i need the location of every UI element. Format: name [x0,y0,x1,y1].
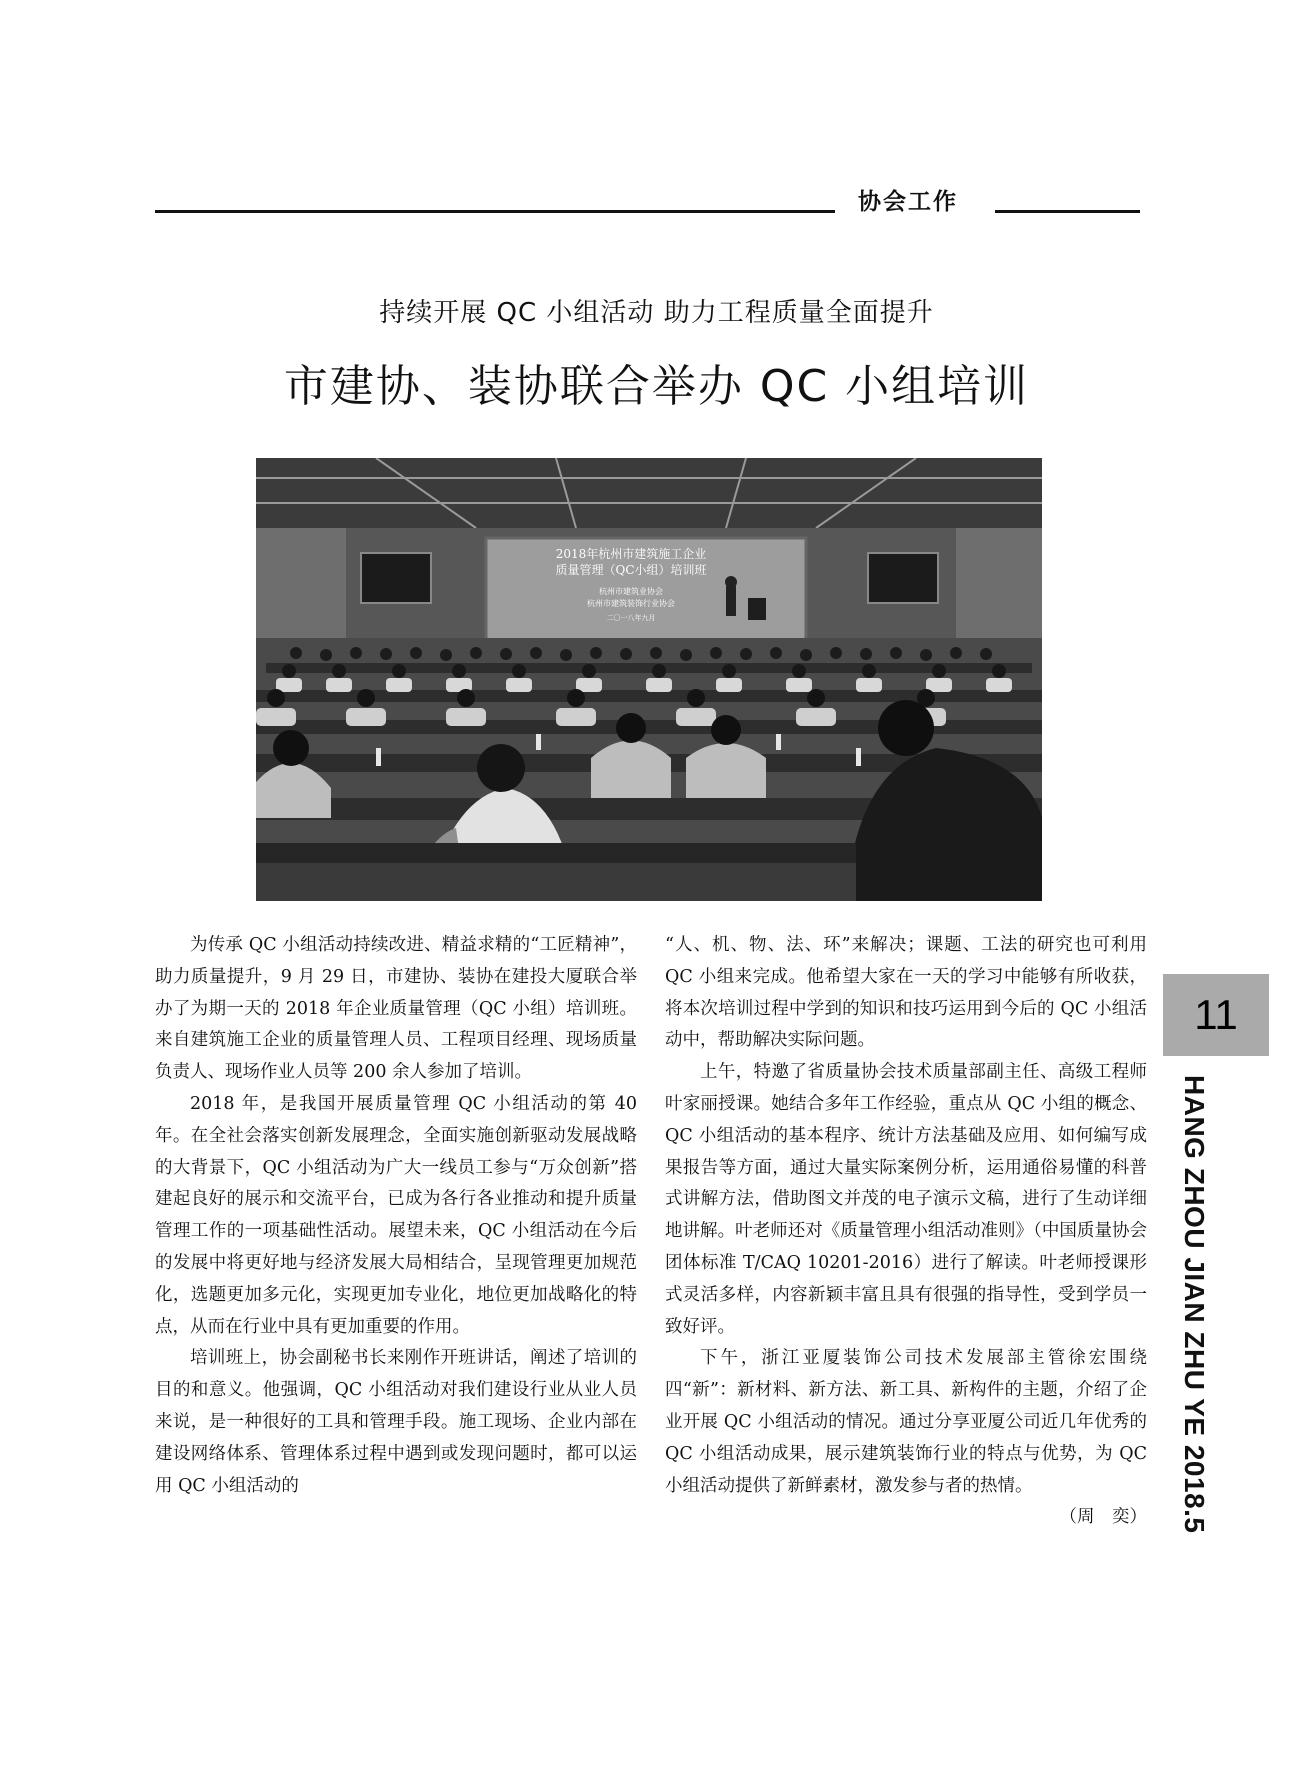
screen-line-1: 2018年杭州市建筑施工企业 [555,547,707,561]
article-column-right [665,930,1147,1534]
journal-issue: HANG ZHOU JIAN ZHU YE 2018.5 [1179,1075,1210,1534]
article-paragraph: “人、机、物、法、环”来解决；课题、工法的研究也可利用 QC 小组来完成。他希望大家在一天的学习中能够有所收获，将本次培训过程中学到的知识和技巧运用到今后的 QC 小组活动中，帮助解决实际问题。 [665,935,1147,1051]
screen-line-5: 二〇一八年九月 [606,614,656,622]
screen-line-2: 质量管理（QC小组）培训班 [555,563,707,577]
article-title: 市建协、装协联合举办 QC 小组培训 [283,361,1030,412]
article-paragraph: 下午，浙江亚厦装饰公司技术发展部主管徐宏围绕四“新”：新材料、新方法、新工具、新构件的主题，介绍了企业开展 QC 小组活动的情况。通过分享亚厦公司近几年优秀的 QC 小组活动成果，展示建筑装饰行业的特点与优势，为 QC 小组活动提供了新鲜素材，激发参与者的热情。 [665,1348,1147,1496]
article-author: （周 奕） [1059,1507,1147,1528]
screen-line-3: 杭州市建筑业协会 [599,587,663,596]
article-paragraph: 为传承 QC 小组活动持续改进、精益求精的“工匠精神”，助力质量提升，9 月 29 日，市建协、装协在建投大厦联合举办了为期一天的 2018 年企业质量管理（QC 小组）培训班。来自建筑施工企业的质量管理人员、工程项目经理、现场质量负责人、现场作业人员等 200 余人参加了培训。 [155,935,637,1083]
article-column-left [155,930,637,1502]
training-photo [256,458,1042,901]
page-number: 11 [1163,974,1269,1056]
article-paragraph: 2018 年，是我国开展质量管理 QC 小组活动的第 40 年。在全社会落实创新发展理念，全面实施创新驱动发展战略的大背景下，QC 小组活动为广大一线员工参与“万众创新”搭建起良好的展示和交流平台，已成为各行各业推动和提升质量管理工作的一项基础性活动。展望未来，QC 小组活动在今后的发展中将更好地与经济发展大局相结合，呈现管理更加规范化，选题更加多元化，实现更加专业化，地位更加战略化的特点，从而在行业中具有更加重要的作用。 [155,1093,637,1337]
article-subtitle: 持续开展 QC 小组活动 助力工程质量全面提升 [379,298,934,328]
article-paragraph: 培训班上，协会副秘书长来刚作开班讲话，阐述了培训的目的和意义。他强调，QC 小组活动对我们建设行业从业人员来说，是一种很好的工具和管理手段。施工现场、企业内部在建设网络体系、管理体系过程中遇到或发现问题时，都可以运用 QC 小组活动的 [155,1348,637,1496]
screen-line-4: 杭州市建筑装饰行业协会 [587,599,675,608]
header-rule-left [155,210,835,213]
article-paragraph: 上午，特邀了省质量协会技术质量部副主任、高级工程师叶家丽授课。她结合多年工作经验，重点从 QC 小组的概念、QC 小组活动的基本程序、统计方法基础及应用、如何编写成果报告等方面，通过大量实际案例分析，运用通俗易懂的科普式讲解方法，借助图文并茂的电子演示文稿，进行了生动详细地讲解。叶老师还对《质量管理小组活动准则》（中国质量协会团体标准 T/CAQ 10201-2016）进行了解读。叶老师授课形式灵活多样，内容新颖丰富且具有很强的指导性，受到学员一致好评。 [665,1062,1147,1337]
section-label: 协会工作 [858,189,958,215]
header-rule-right [995,210,1140,213]
